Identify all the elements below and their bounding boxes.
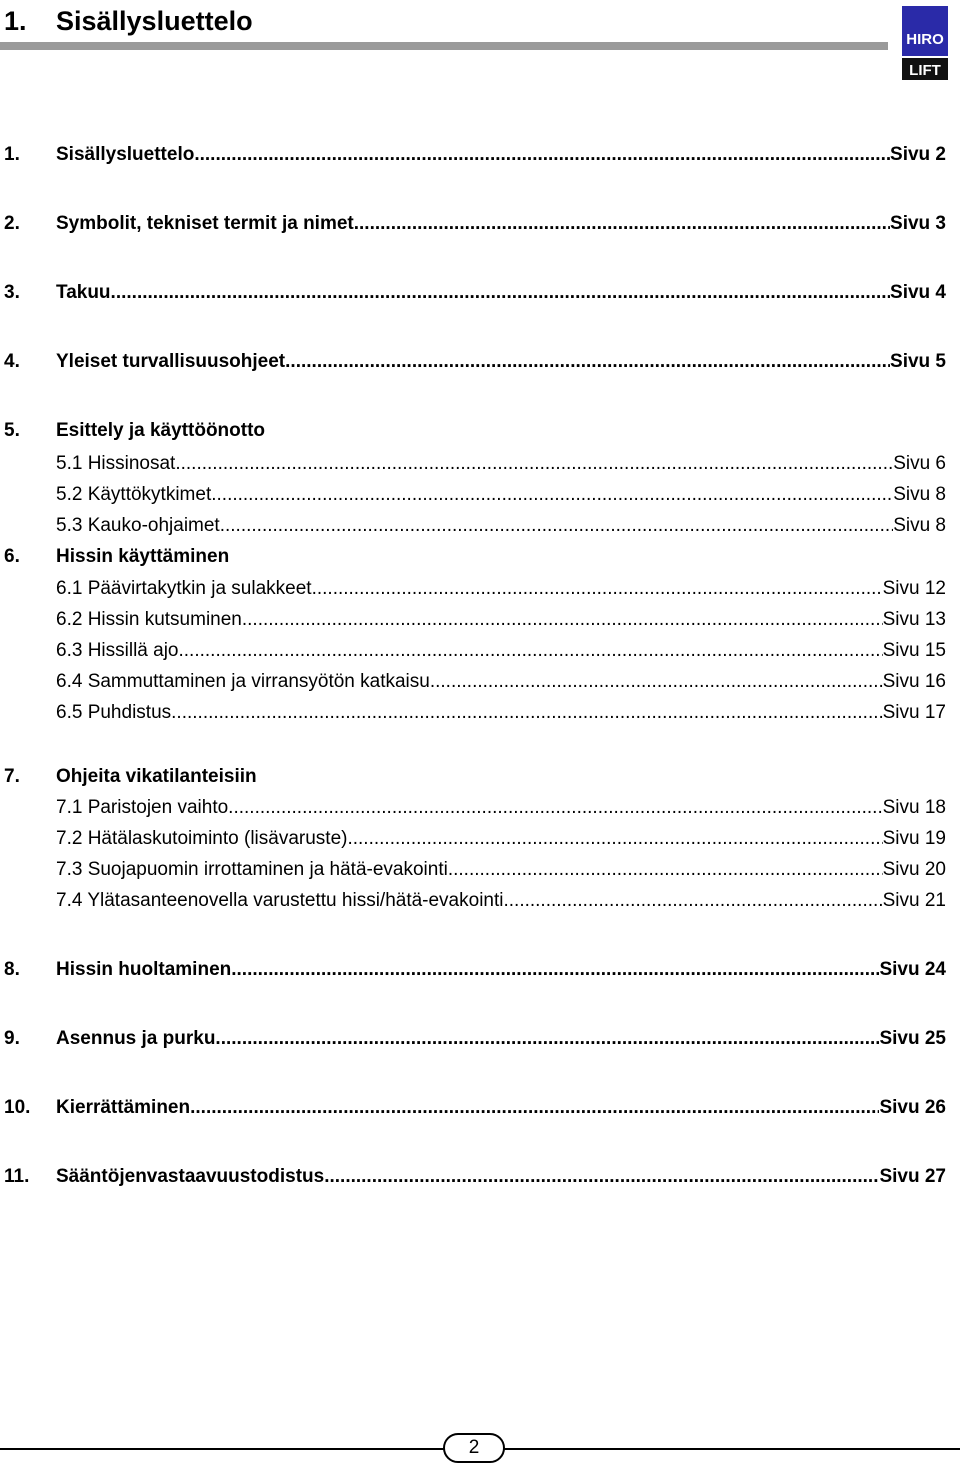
toc-entry-label: Asennus ja purku — [56, 1028, 216, 1049]
toc-entry-label: 6.4 Sammuttaminen ja virransyötön katkaisu — [56, 671, 430, 692]
dot-leader — [179, 639, 883, 663]
toc-entry[interactable] — [56, 608, 946, 632]
dot-leader — [354, 212, 890, 236]
toc-entry[interactable] — [56, 889, 946, 913]
toc-entry[interactable] — [56, 514, 946, 538]
toc-entry-page: Sivu 26 — [879, 1097, 946, 1118]
toc-entry-page: Sivu 3 — [890, 213, 946, 234]
toc-entry[interactable] — [56, 452, 946, 476]
toc-entry-label: Takuu — [56, 282, 111, 303]
toc-entry-label: 6.2 Hissin kutsuminen — [56, 609, 242, 630]
dot-leader — [215, 1027, 879, 1051]
dot-leader — [242, 608, 883, 632]
toc-entry[interactable] — [56, 827, 946, 851]
toc-entry[interactable] — [0, 419, 946, 443]
toc-entry-page: Sivu 21 — [882, 890, 946, 911]
hiro-lift-logo — [902, 6, 948, 80]
toc-entry-label: Sisällysluettelo — [56, 144, 195, 165]
dot-leader — [111, 281, 890, 305]
toc-entry-page: Sivu 16 — [882, 671, 946, 692]
svg-text:LIFT: LIFT — [909, 62, 941, 79]
toc-entry-page: Sivu 13 — [882, 609, 946, 630]
page-number: 2 — [443, 1433, 505, 1463]
dot-leader — [285, 350, 890, 374]
toc-entry-page: Sivu 12 — [882, 578, 946, 599]
toc-entry-page: Sivu 18 — [882, 797, 946, 818]
toc-entry[interactable] — [56, 858, 946, 882]
toc-entry-number: 2. — [4, 213, 20, 234]
toc-entry-label: 5.1 Hissinosat. — [56, 453, 181, 474]
toc-entry[interactable] — [0, 1096, 946, 1120]
toc-entry[interactable] — [0, 958, 946, 982]
toc-entry-page: Sivu 27 — [879, 1166, 946, 1187]
svg-text:HIRO: HIRO — [906, 31, 944, 48]
toc-entry-label: 7.2 Hätälaskutoiminto (lisävaruste) — [56, 828, 348, 849]
toc-entry[interactable] — [56, 639, 946, 663]
toc-entry-label: Hissin huoltaminen — [56, 959, 232, 980]
header-number: 1. — [4, 6, 27, 36]
toc-entry-page: Sivu 8 — [893, 515, 946, 536]
toc-entry-page: Sivu 19 — [882, 828, 946, 849]
toc-entry-label: Ohjeita vikatilanteisiin — [56, 766, 257, 787]
toc-entry[interactable] — [56, 796, 946, 820]
toc-entry[interactable] — [56, 670, 946, 694]
toc-entry-label: Sääntöjenvastaavuustodistus — [56, 1166, 325, 1187]
toc-entry-number: 8. — [4, 959, 20, 980]
toc-entry-label: Yleiset turvallisuusohjeet — [56, 351, 286, 372]
dot-leader — [171, 701, 882, 725]
toc-entry[interactable] — [56, 483, 946, 507]
dot-leader — [190, 1096, 879, 1120]
toc-entry-label: 6.5 Puhdistus — [56, 702, 172, 723]
header-divider — [0, 42, 888, 50]
toc-entry[interactable] — [0, 212, 946, 236]
toc-entry-number: 1. — [4, 144, 20, 165]
dot-leader — [448, 858, 883, 882]
page-title: Sisällysluettelo — [56, 6, 253, 36]
toc-entry-page: Sivu 15 — [882, 640, 946, 661]
toc-entry-page: Sivu 2 — [890, 144, 946, 165]
toc-entry-number: 7. — [4, 766, 20, 787]
dot-leader — [312, 577, 883, 601]
toc-entry-label: 5.2 Käyttökytkimet — [56, 484, 212, 505]
toc-entry-page: Sivu 24 — [879, 959, 946, 980]
dot-leader — [220, 514, 893, 538]
toc-entry-page: Sivu 5 — [890, 351, 946, 372]
dot-leader — [231, 958, 879, 982]
dot-leader — [211, 483, 893, 507]
toc-entry-label: 7.1 Paristojen vaihto — [56, 797, 229, 818]
dot-leader — [347, 827, 882, 851]
toc-entry-page: Sivu 4 — [890, 282, 946, 303]
toc-entry-label: 7.3 Suojapuomin irrottaminen ja hätä-evakointi — [56, 859, 448, 880]
toc-entry-page: Sivu 8 — [893, 484, 946, 505]
dot-leader — [194, 143, 890, 167]
toc-entry[interactable] — [0, 281, 946, 305]
toc-entry-label: 5.3 Kauko-ohjaimet — [56, 515, 220, 536]
toc-entry-number: 10. — [4, 1097, 31, 1118]
toc-entry-page: Sivu 25 — [879, 1028, 946, 1049]
toc-entry-page: Sivu 20 — [882, 859, 946, 880]
toc-entry-page: Sivu 17 — [882, 702, 946, 723]
toc-entry-label: 6.3 Hissillä ajo — [56, 640, 179, 661]
toc-entry-number: 9. — [4, 1028, 20, 1049]
toc-entry[interactable] — [56, 577, 946, 601]
toc-entry[interactable] — [0, 143, 946, 167]
dot-leader — [324, 1165, 879, 1189]
toc-entry[interactable] — [0, 765, 946, 789]
toc-entry-label: 6.1 Päävirtakytkin ja sulakkeet — [56, 578, 312, 599]
dot-leader — [503, 889, 882, 913]
toc-entry-label: Kierrättäminen — [56, 1097, 191, 1118]
toc-entry-number: 6. — [4, 546, 20, 567]
toc-entry-number: 5. — [4, 420, 20, 441]
toc-entry[interactable] — [0, 350, 946, 374]
toc-entry[interactable] — [0, 1027, 946, 1051]
toc-entry-label: Esittely ja käyttöönotto — [56, 420, 266, 441]
toc-entry-number: 4. — [4, 351, 20, 372]
dot-leader — [430, 670, 883, 694]
toc-entry[interactable] — [0, 545, 946, 569]
toc-entry-label: Hissin käyttäminen — [56, 546, 230, 567]
toc-entry[interactable] — [56, 701, 946, 725]
toc-entry-label: 7.4 Ylätasanteenovella varustettu hissi/hätä-evakointi — [56, 890, 504, 911]
dot-leader — [181, 452, 894, 476]
toc-entry-page: Sivu 6 — [893, 453, 946, 474]
dot-leader — [228, 796, 882, 820]
toc-entry-label: Symbolit, tekniset termit ja nimet — [56, 213, 354, 234]
toc-entry-number: 3. — [4, 282, 20, 303]
toc-entry-number: 11. — [4, 1166, 30, 1187]
toc-entry[interactable] — [0, 1165, 946, 1189]
